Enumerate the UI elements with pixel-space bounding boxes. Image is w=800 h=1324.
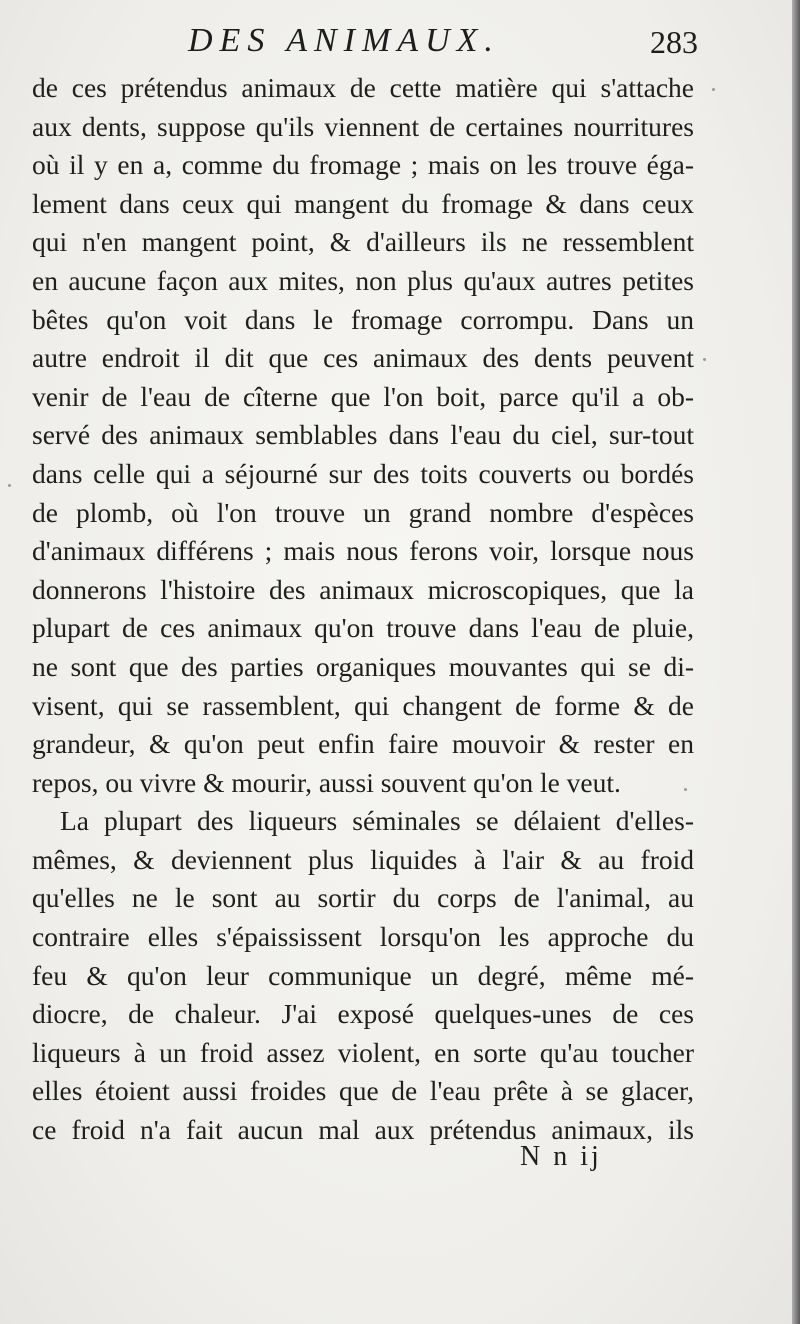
text-line: visent, qui se rassemblent, qui changent de forme & de	[32, 689, 694, 721]
text-line: de ces prétendus animaux de cette matière qui s'attache	[32, 72, 694, 103]
paper-speck	[712, 88, 715, 91]
text-line: dans celle qui a séjourné sur des toits couverts ou bordés	[32, 457, 694, 489]
text-line: plupart de ces animaux qu'on trouve dans l'eau de pluie,	[32, 612, 694, 644]
text-line: elles étoient aussi froides que de l'eau prête à se glacer,	[32, 1075, 694, 1107]
text-line: donnerons l'histoire des animaux microscopiques, que la	[32, 573, 694, 605]
text-line: d'animaux différens ; mais nous ferons voir, lorsque nous	[32, 535, 694, 567]
text-line: mêmes, & deviennent plus liquides à l'air & au froid	[32, 843, 694, 875]
text-line: contraire elles s'épaississent lorsqu'on les approche du	[32, 921, 694, 953]
text-line: aux dents, suppose qu'ils viennent de certaines nourritures	[32, 110, 694, 142]
page-number: 283	[650, 24, 698, 60]
text-line: bêtes qu'on voit dans le fromage corrompu. Dans un	[32, 303, 694, 335]
page-edge-shadow	[792, 0, 800, 1324]
paragraph-start-line: La plupart des liqueurs séminales se délaient d'elles-	[60, 805, 694, 837]
running-head: DES ANIMAUX.	[188, 22, 500, 59]
text-line: diocre, de chaleur. J'ai exposé quelques-unes de ces	[32, 998, 694, 1030]
text-line: qu'elles ne le sont au sortir du corps de l'animal, au	[32, 882, 694, 914]
text-line: ce froid n'a fait aucun mal aux prétendus animaux, ils	[32, 1114, 694, 1146]
text-line: ne sont que des parties organiques mouvantes qui se di-	[32, 650, 694, 682]
text-line: où il y en a, comme du fromage ; mais on les trouve éga-	[32, 149, 694, 181]
paragraph-end-line: repos, ou vivre & mourir, aussi souvent qu'on le veut.	[32, 766, 621, 798]
text-line: venir de l'eau de cîterne que l'on boit, parce qu'il a ob-	[32, 380, 694, 412]
text-line: de plomb, où l'on trouve un grand nombre d'espèces	[32, 496, 694, 528]
text-line: liqueurs à un froid assez violent, en sorte qu'au toucher	[32, 1036, 694, 1068]
signature-mark: N n ij	[520, 1141, 602, 1172]
text-line: servé des animaux semblables dans l'eau du ciel, sur-tout	[32, 419, 694, 451]
page-header	[188, 22, 698, 66]
body-text	[32, 69, 694, 1150]
text-line: autre endroit il dit que ces animaux des dents peuvent	[32, 342, 694, 374]
text-line: grandeur, & qu'on peut enfin faire mouvoir & rester en	[32, 728, 694, 760]
text-line: en aucune façon aux mites, non plus qu'aux autres petites	[32, 264, 694, 296]
text-line: feu & qu'on leur communique un degré, même mé-	[32, 959, 694, 991]
paper-speck	[684, 788, 687, 791]
text-line: qui n'en mangent point, & d'ailleurs ils ne ressemblent	[32, 226, 694, 258]
paper-speck	[703, 358, 706, 361]
text-line: lement dans ceux qui mangent du fromage & dans ceux	[32, 187, 694, 219]
paper-speck	[8, 484, 11, 487]
